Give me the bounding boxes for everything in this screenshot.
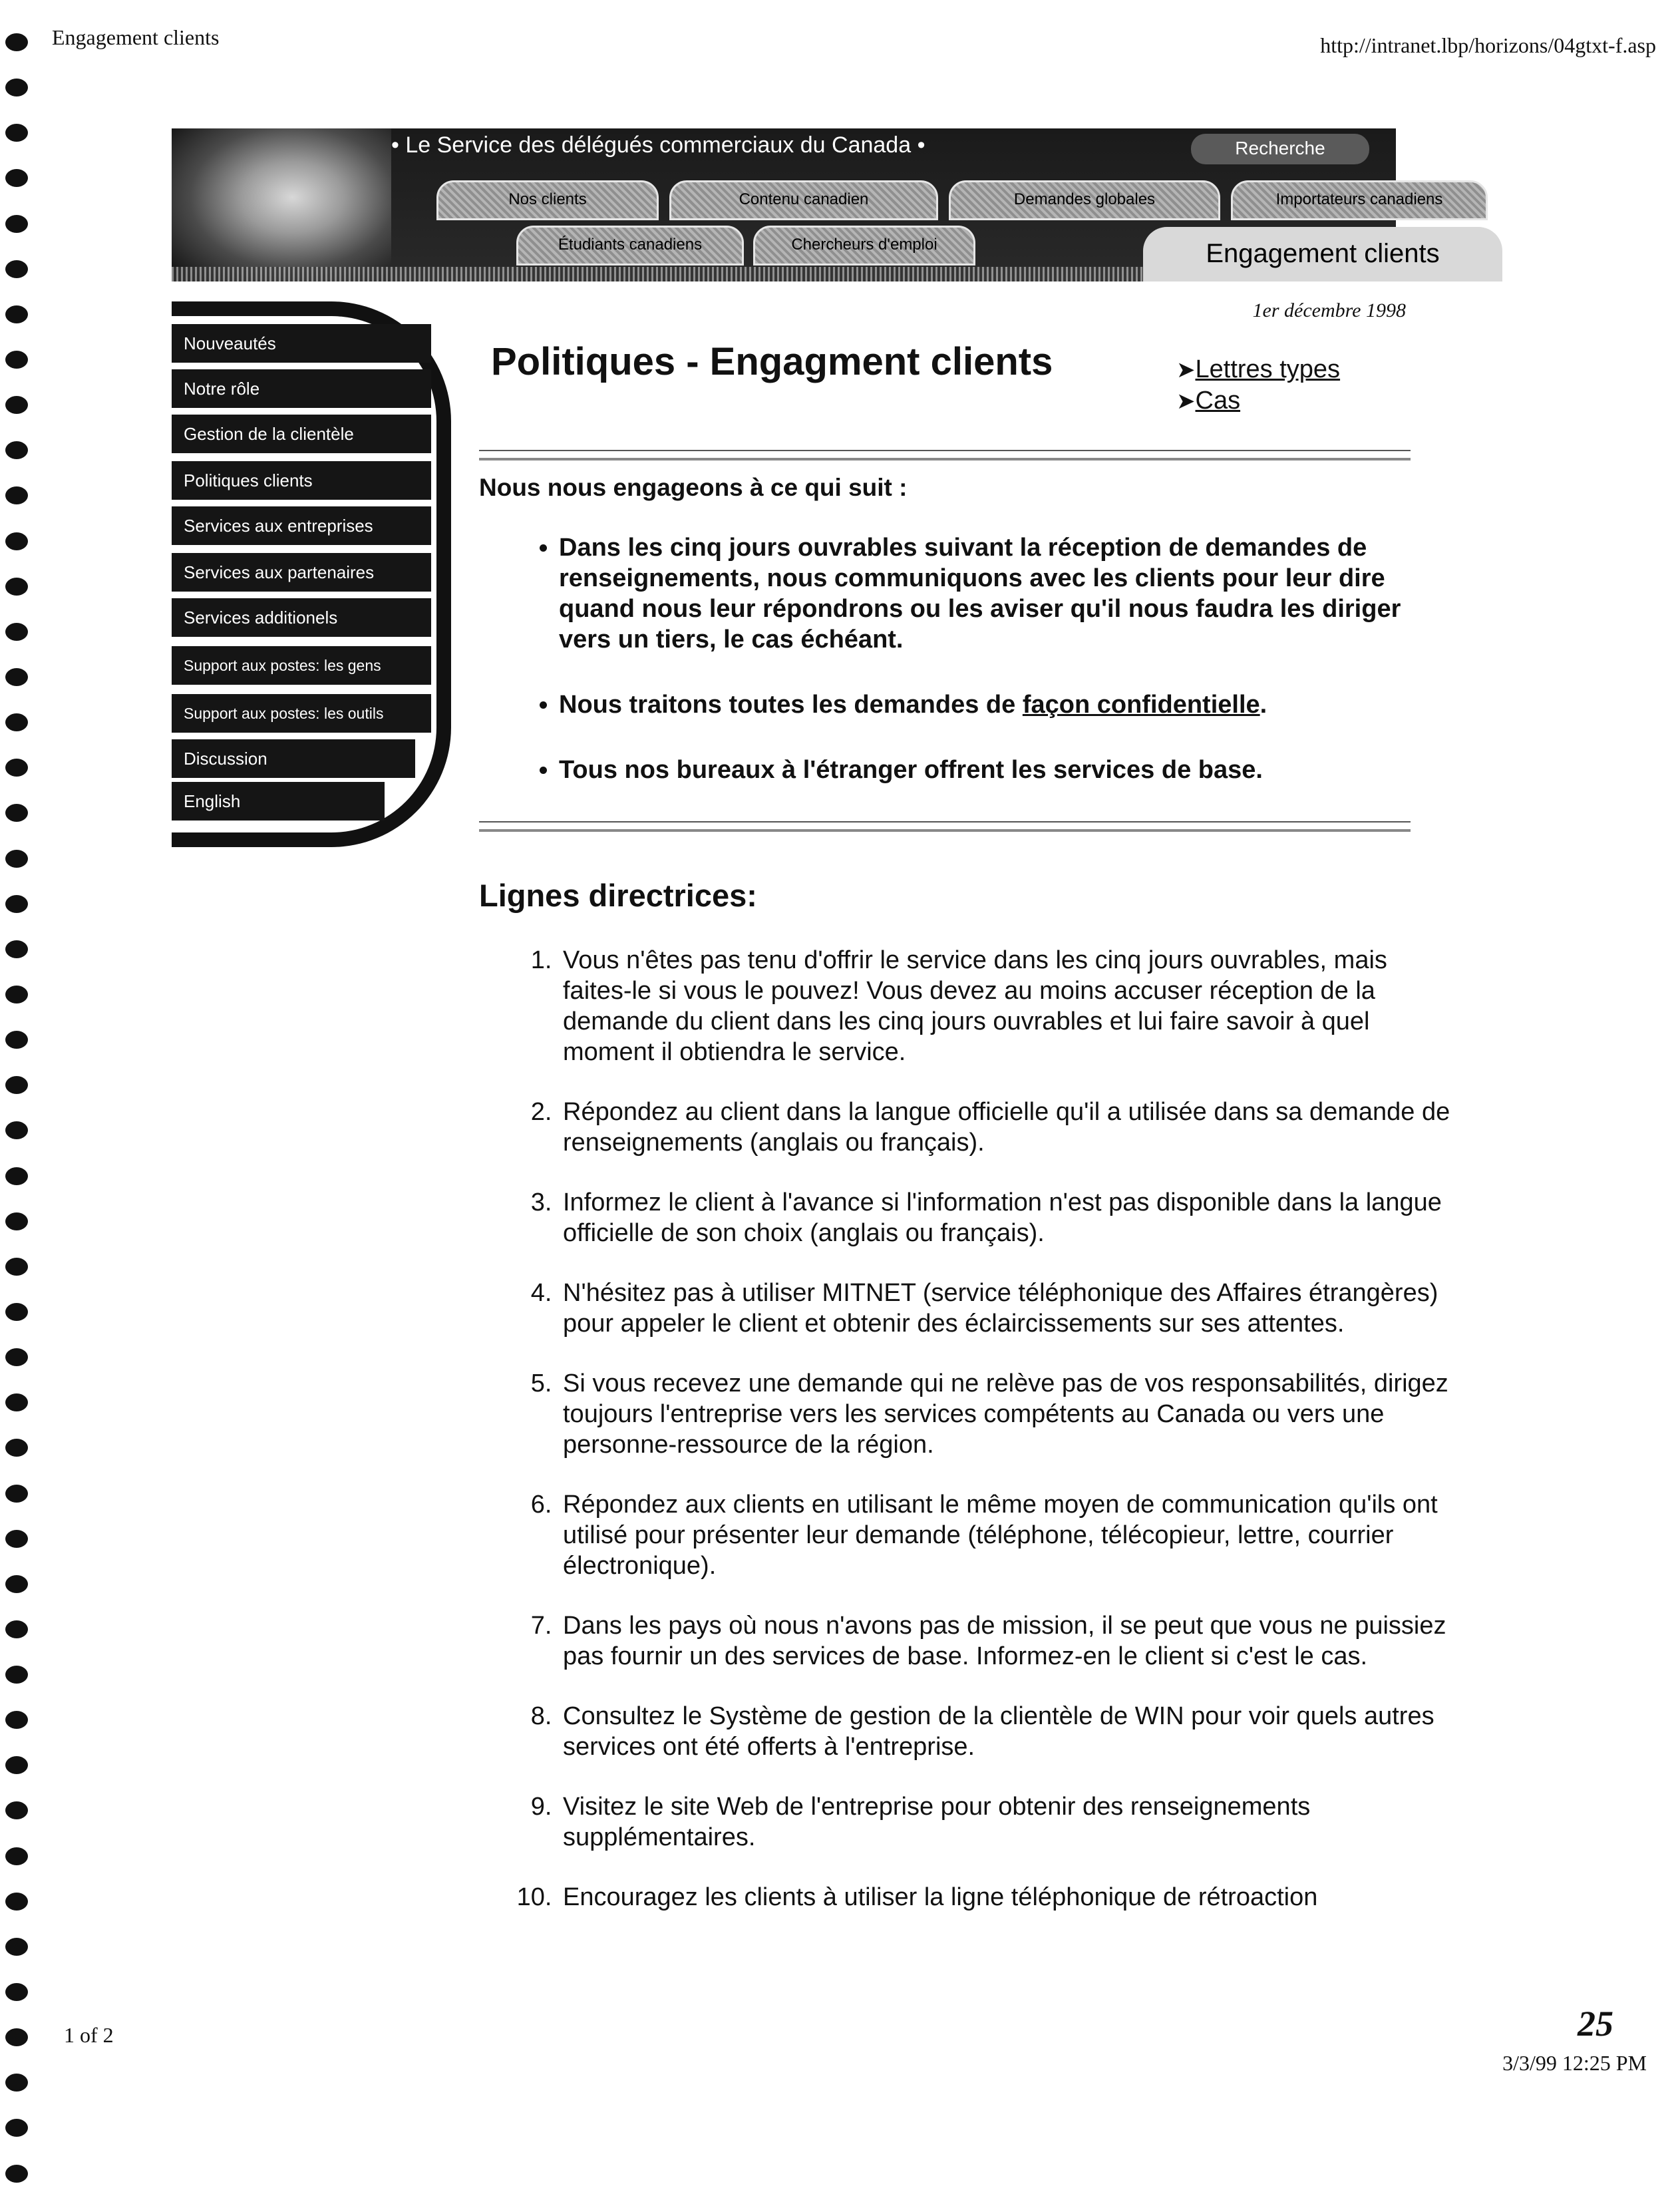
search-button[interactable]: Recherche: [1191, 134, 1369, 164]
divider: [479, 821, 1411, 832]
binder-hole: [5, 305, 28, 323]
binder-hole: [5, 215, 28, 233]
commitments-intro: Nous nous engageons à ce qui suit :: [479, 474, 908, 501]
binder-hole: [5, 1167, 28, 1185]
list-item: 4. N'hésitez pas à utiliser MITNET (service téléphonique des Affaires étrangères) pour appeler le client et obtenir des éclaircissements sur ses attentes.: [559, 1278, 1450, 1339]
sidebar-item-support-outils[interactable]: Support aux postes: les outils: [172, 694, 431, 733]
binder-hole: [5, 986, 28, 1004]
binder-hole: [5, 1711, 28, 1729]
sidebar-item-nouveautes[interactable]: Nouveautés: [172, 324, 431, 363]
binder-hole: [5, 668, 28, 686]
list-item: 6. Répondez aux clients en utilisant le même moyen de communication qu'ils ont utilisé pour présenter leur demande (téléphone, télécopieur, lettre, courrier électronique).: [559, 1489, 1450, 1581]
list-item: 7. Dans les pays où nous n'avons pas de mission, il se peut que vous ne puissiez pas fournir un des services de base. Informez-en le client si c'est le cas.: [559, 1610, 1450, 1672]
binder-hole: [5, 1530, 28, 1548]
sidebar-item-services-partenaires[interactable]: Services aux partenaires: [172, 553, 431, 592]
binder-hole: [5, 1348, 28, 1366]
binder-hole: [5, 1575, 28, 1593]
sidebar-item-notre-role[interactable]: Notre rôle: [172, 369, 431, 408]
tab-demandes-globales[interactable]: Demandes globales: [949, 180, 1220, 220]
print-header-title: Engagement clients: [52, 25, 220, 49]
binder-hole: [5, 1485, 28, 1503]
binder-hole: [5, 850, 28, 868]
binder-hole: [5, 940, 28, 958]
binder-hole: [5, 1031, 28, 1049]
sidebar-item-english[interactable]: English: [172, 782, 385, 821]
tab-importateurs-canadiens[interactable]: Importateurs canadiens: [1231, 180, 1488, 220]
sidebar-item-discussion[interactable]: Discussion: [172, 739, 415, 778]
list-item: • Dans les cinq jours ouvrables suivant la réception de demandes de renseignements, nous communiquons avec les clients pour leur dire quand nous leur répondrons ou les aviser qu'il nous faudra les diriger vers un tiers, le cas échéant.: [559, 532, 1437, 655]
print-header-url: http://intranet.lbp/horizons/04gtxt-f.asp: [1320, 33, 1656, 57]
binder-hole: [5, 2028, 28, 2046]
divider: [479, 450, 1411, 460]
sidebar-item-services-additionels[interactable]: Services additionels: [172, 598, 431, 637]
binder-hole: [5, 486, 28, 504]
binder-hole: [5, 1212, 28, 1230]
binder-hole: [5, 1258, 28, 1276]
link-confidentialite[interactable]: façon confidentielle: [1022, 691, 1260, 719]
page-title: Politiques - Engagment clients: [491, 340, 1053, 383]
binder-hole: [5, 532, 28, 550]
tab-engagement-clients-active[interactable]: Engagement clients: [1143, 227, 1502, 281]
list-item: • Tous nos bureaux à l'étranger offrent les services de base.: [559, 755, 1437, 785]
binder-hole: [5, 2165, 28, 2183]
arrow-icon: ➤: [1176, 389, 1196, 414]
print-footer-datetime: 3/3/99 12:25 PM: [1502, 2051, 1647, 2075]
binder-hole: [5, 713, 28, 731]
commitments-list: [519, 532, 1437, 820]
list-item: • Nous traitons toutes les demandes de façon confidentielle.: [559, 689, 1437, 720]
sidebar-nav: [172, 301, 451, 847]
binder-hole: [5, 1393, 28, 1411]
link-cas[interactable]: Cas: [1195, 387, 1241, 415]
print-footer-page: 1 of 2: [64, 2023, 114, 2047]
binder-hole: [5, 578, 28, 596]
tab-chercheurs-emploi[interactable]: Chercheurs d'emploi: [753, 226, 975, 266]
link-lettres-types[interactable]: Lettres types: [1195, 355, 1341, 383]
binder-hole: [5, 396, 28, 414]
binder-hole: [5, 1303, 28, 1321]
list-item: 9. Visitez le site Web de l'entreprise pour obtenir des renseignements supplémentaires.: [559, 1791, 1450, 1853]
site-banner: [172, 128, 1443, 281]
list-item: 2. Répondez au client dans la langue officielle qu'il a utilisée dans sa demande de renseignements (anglais ou français).: [559, 1097, 1450, 1158]
binder-hole: [5, 260, 28, 278]
binder-hole: [5, 1439, 28, 1457]
arrow-icon: ➤: [1176, 357, 1196, 383]
binder-hole: [5, 124, 28, 142]
binder-hole: [5, 1756, 28, 1774]
binder-hole: [5, 1801, 28, 1819]
binder-hole: [5, 1938, 28, 1956]
tab-nos-clients[interactable]: Nos clients: [436, 180, 659, 220]
binder-hole: [5, 1666, 28, 1684]
binder-hole: [5, 759, 28, 777]
binder-hole: [5, 1893, 28, 1911]
binder-hole: [5, 1121, 28, 1139]
binder-hole: [5, 1847, 28, 1865]
binder-hole: [5, 2119, 28, 2137]
binder-hole: [5, 1983, 28, 2001]
publication-date: 1er décembre 1998: [1252, 299, 1406, 321]
tab-etudiants-canadiens[interactable]: Étudiants canadiens: [516, 226, 744, 266]
quick-links: [1176, 354, 1340, 417]
binder-holes: [5, 33, 37, 2183]
binder-hole: [5, 79, 28, 96]
handwritten-page-number: 25: [1578, 2004, 1613, 2044]
list-item: 8. Consultez le Système de gestion de la clientèle de WIN pour voir quels autres services ont été offerts à l'entreprise.: [559, 1701, 1450, 1762]
binder-hole: [5, 169, 28, 187]
sidebar-item-gestion-clientele[interactable]: Gestion de la clientèle: [172, 415, 431, 453]
guidelines-title: Lignes directrices:: [479, 878, 757, 913]
binder-hole: [5, 804, 28, 822]
site-title: • Le Service des délégués commerciaux du Canada •: [391, 132, 925, 158]
list-item: 1. Vous n'êtes pas tenu d'offrir le service dans les cinq jours ouvrables, mais faites-le si vous le pouvez! Vous devez au moins accuser réception de la demande du client dans les cinq jours ouvrables et lui faire savoir à quel moment il obtiendra le service.: [559, 945, 1450, 1067]
guidelines-list: [512, 945, 1450, 1942]
binder-hole: [5, 441, 28, 459]
list-item: 10. Encouragez les clients à utiliser la ligne téléphonique de rétroaction: [559, 1882, 1450, 1913]
binder-hole: [5, 1620, 28, 1638]
tab-contenu-canadien[interactable]: Contenu canadien: [669, 180, 938, 220]
list-item: 5. Si vous recevez une demande qui ne relève pas de vos responsabilités, dirigez toujours l'entreprise vers les services compétents au Canada ou vers une personne-ressource de la région.: [559, 1368, 1450, 1460]
binder-hole: [5, 1076, 28, 1094]
binder-hole: [5, 623, 28, 641]
binder-hole: [5, 895, 28, 913]
sidebar-item-politiques-clients[interactable]: Politiques clients: [172, 461, 431, 500]
sidebar-item-support-gens[interactable]: Support aux postes: les gens: [172, 646, 431, 685]
binder-hole: [5, 33, 28, 51]
sidebar-item-services-entreprises[interactable]: Services aux entreprises: [172, 506, 431, 545]
list-item: 3. Informez le client à l'avance si l'information n'est pas disponible dans la langue officielle de son choix (anglais ou français).: [559, 1187, 1450, 1248]
binder-hole: [5, 351, 28, 369]
binder-hole: [5, 2074, 28, 2092]
banner-eye-image: [172, 128, 391, 281]
